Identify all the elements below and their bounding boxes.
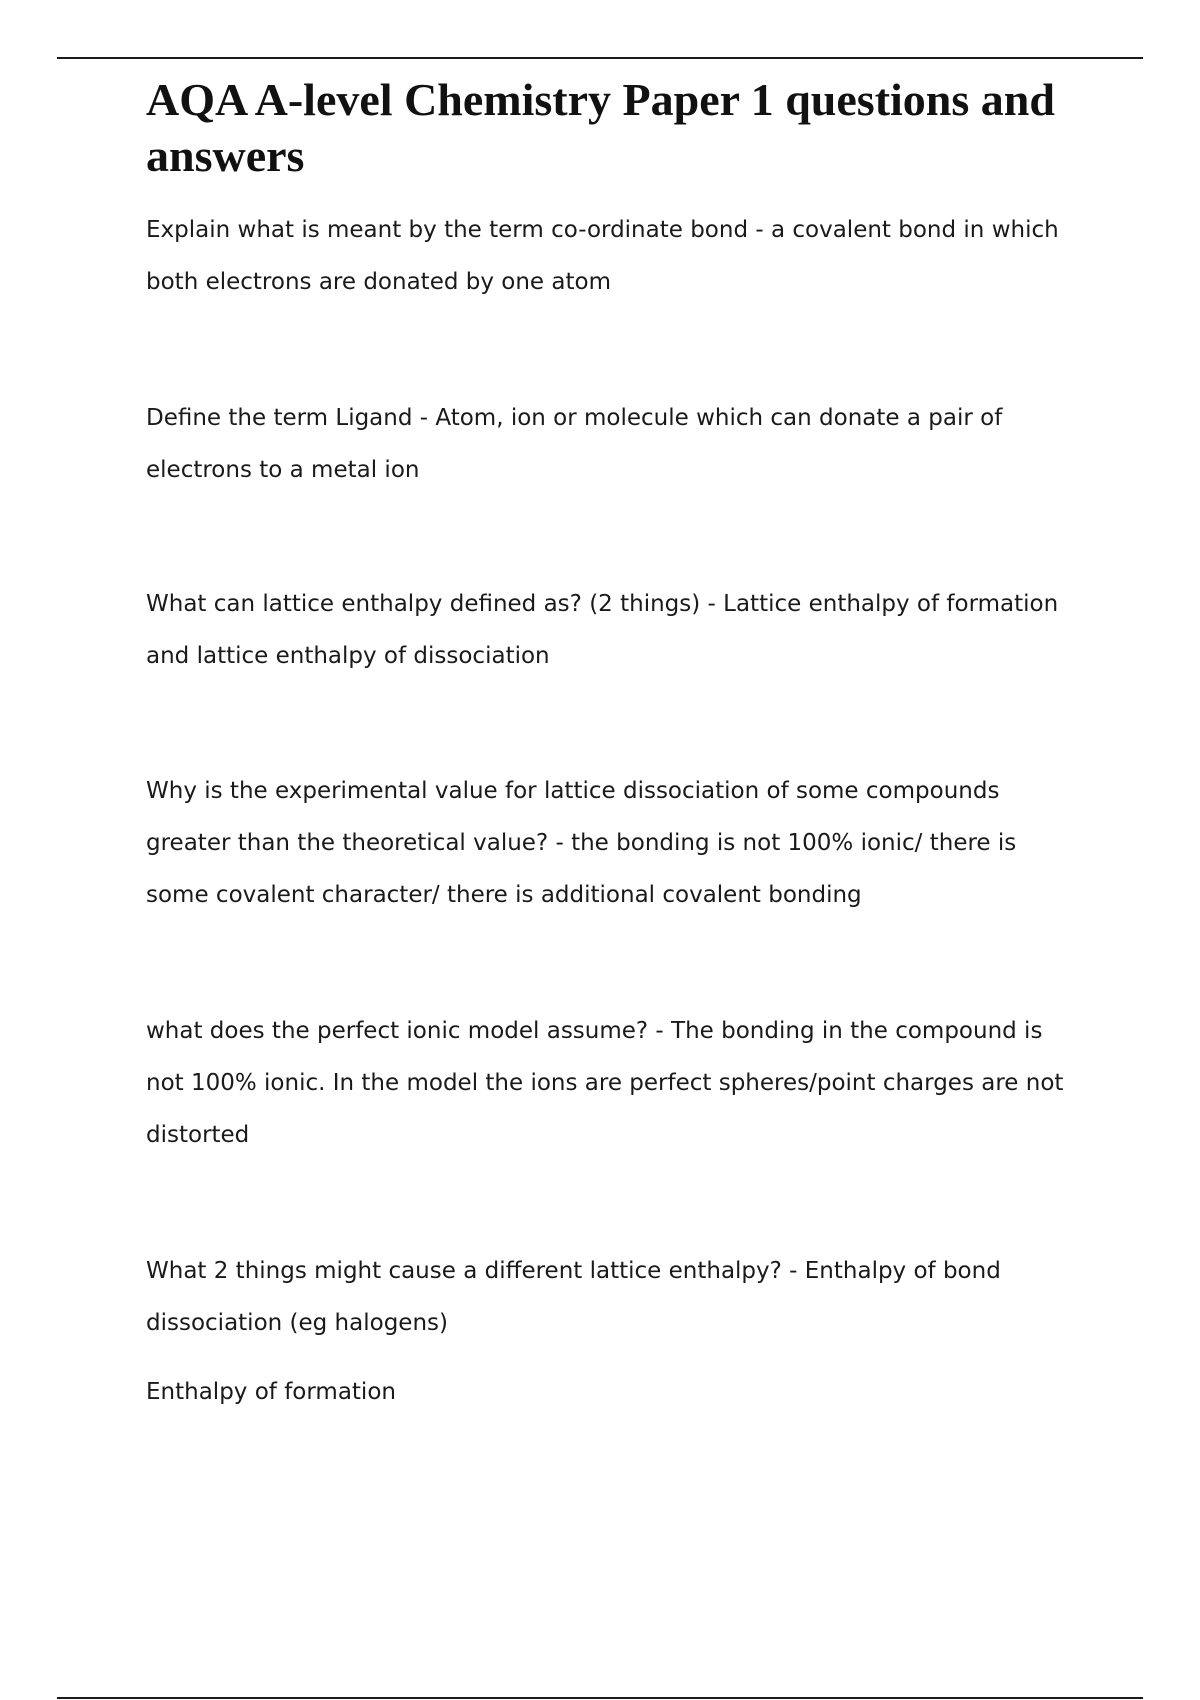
qa-entry: Define the term Ligand - Atom, ion or molecule which can donate a pair of electrons to a metal ion <box>146 405 1003 483</box>
top-divider <box>57 57 1143 59</box>
qa-entry: what does the perfect ionic model assume? - The bonding in the compound is not 100% ionic. In the model the ions are perfect spheres/point charges are not distorted <box>146 1018 1064 1148</box>
bottom-divider <box>57 1697 1143 1699</box>
qa-entry: What 2 things might cause a different lattice enthalpy? - Enthalpy of bond dissociation (eg halogens) <box>146 1258 1001 1336</box>
qa-entry: Explain what is meant by the term co-ordinate bond - a covalent bond in which both electrons are donated by one atom <box>146 217 1059 295</box>
document-title: AQA A-level Chemistry Paper 1 questions and answers <box>146 74 1055 181</box>
qa-entry: Why is the experimental value for lattice dissociation of some compounds greater than the theoretical value? - the bonding is not 100% ionic/ there is some covalent character/ there is additional covalent bonding <box>146 778 1017 908</box>
qa-entry: What can lattice enthalpy defined as? (2 things) - Lattice enthalpy of formation and lattice enthalpy of dissociation <box>146 591 1059 669</box>
qa-entry: Enthalpy of formation <box>146 1379 396 1405</box>
